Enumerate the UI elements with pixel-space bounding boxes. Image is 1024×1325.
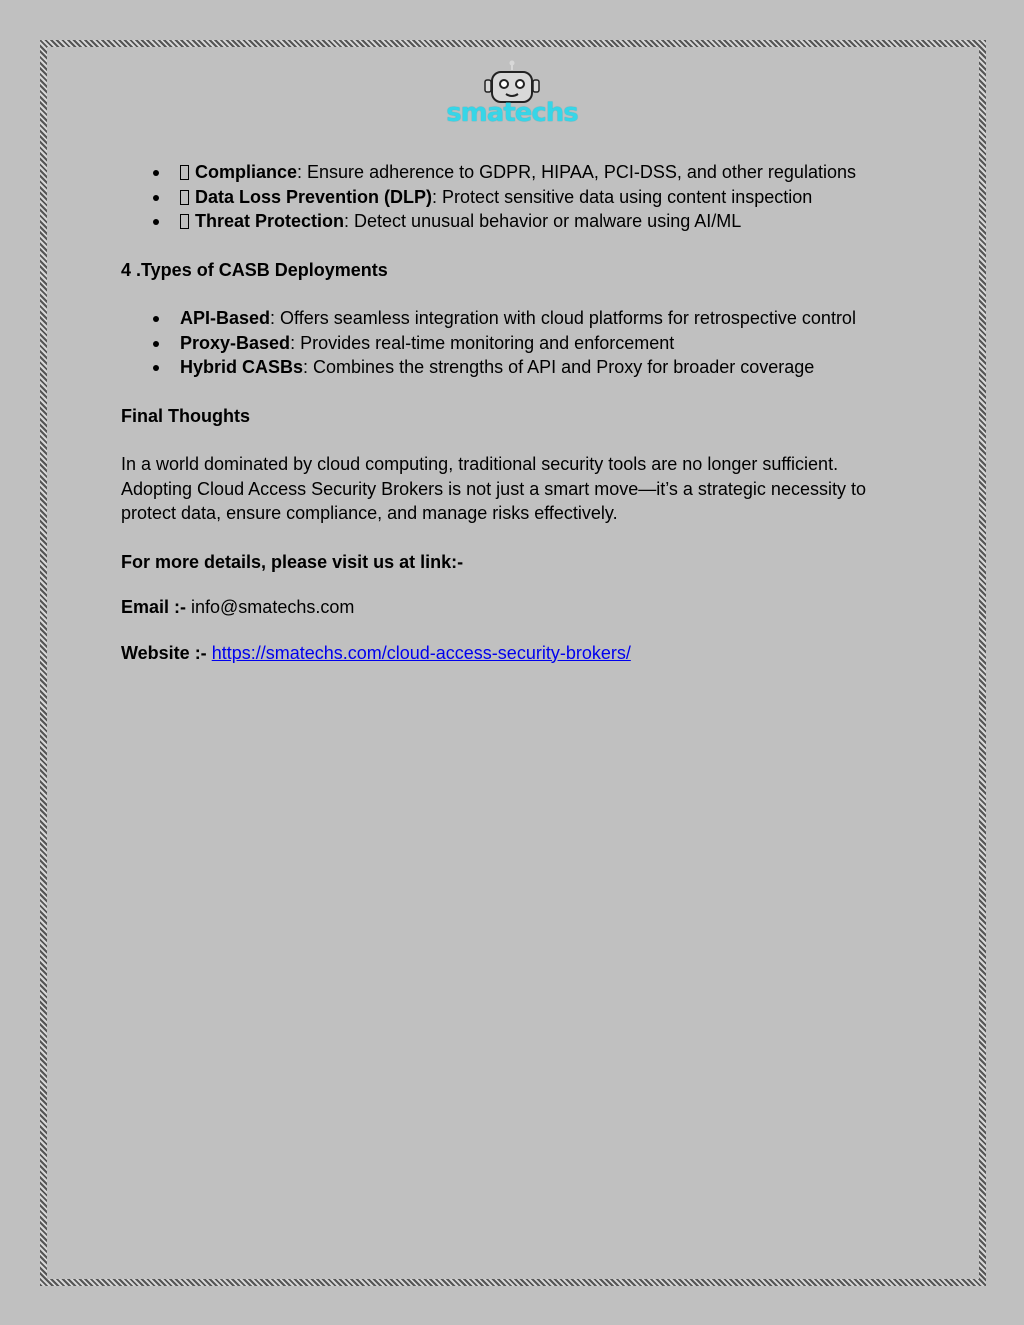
smatechs-logo bbox=[440, 60, 584, 130]
deployment-desc: : Combines the strengths of API and Proxy for broader coverage bbox=[303, 357, 815, 377]
list-item bbox=[121, 355, 921, 380]
feature-desc: : Ensure adherence to GDPR, HIPAA, PCI-DSS, and other regulations bbox=[297, 162, 856, 182]
list-item bbox=[121, 209, 921, 234]
document-body bbox=[121, 160, 921, 665]
website-label: Website :- bbox=[121, 642, 207, 663]
list-item bbox=[121, 160, 921, 185]
deployment-term: Proxy-Based bbox=[180, 332, 291, 353]
missing-glyph-icon bbox=[180, 190, 189, 205]
paragraph-line: In a world dominated by cloud computing, traditional security tools are no longer sufficient. bbox=[121, 454, 839, 474]
feature-desc: : Protect sensitive data using content inspection bbox=[432, 186, 813, 207]
feature-desc: : Detect unusual behavior or malware using AI/ML bbox=[344, 211, 742, 231]
section-heading: Final Thoughts bbox=[121, 405, 250, 426]
list-item bbox=[121, 185, 921, 210]
feature-list bbox=[121, 160, 921, 234]
list-item bbox=[121, 306, 921, 331]
contact-intro: For more details, please visit us at link:- bbox=[121, 551, 464, 572]
paragraph-line: Adopting Cloud Access Security Brokers is not just a smart move—it’s a strategic necessity to bbox=[121, 478, 866, 499]
email-label: Email :- bbox=[121, 597, 187, 617]
deployment-desc: : Offers seamless integration with cloud platforms for retrospective control bbox=[270, 308, 856, 328]
missing-glyph-icon bbox=[180, 165, 189, 180]
logo-text: smatechs bbox=[446, 98, 578, 128]
paragraph-line: protect data, ensure compliance, and manage risks effectively. bbox=[121, 503, 618, 523]
feature-term: Compliance bbox=[195, 162, 298, 182]
email-value: info@smatechs.com bbox=[186, 597, 355, 617]
section-heading: 4 .Types of CASB Deployments bbox=[121, 259, 388, 280]
deployment-desc: : Provides real-time monitoring and enforcement bbox=[290, 332, 675, 353]
deployment-term: Hybrid CASBs bbox=[180, 357, 304, 377]
deployment-list bbox=[121, 306, 921, 380]
list-item bbox=[121, 331, 921, 356]
website-line bbox=[121, 641, 921, 666]
email-line bbox=[121, 595, 921, 620]
website-link[interactable]: https://smatechs.com/cloud-access-security-brokers/ bbox=[211, 642, 631, 663]
feature-term: Threat Protection bbox=[195, 211, 345, 231]
feature-term: Data Loss Prevention (DLP) bbox=[195, 186, 433, 207]
missing-glyph-icon bbox=[180, 214, 189, 229]
deployment-term: API-Based bbox=[180, 308, 271, 328]
